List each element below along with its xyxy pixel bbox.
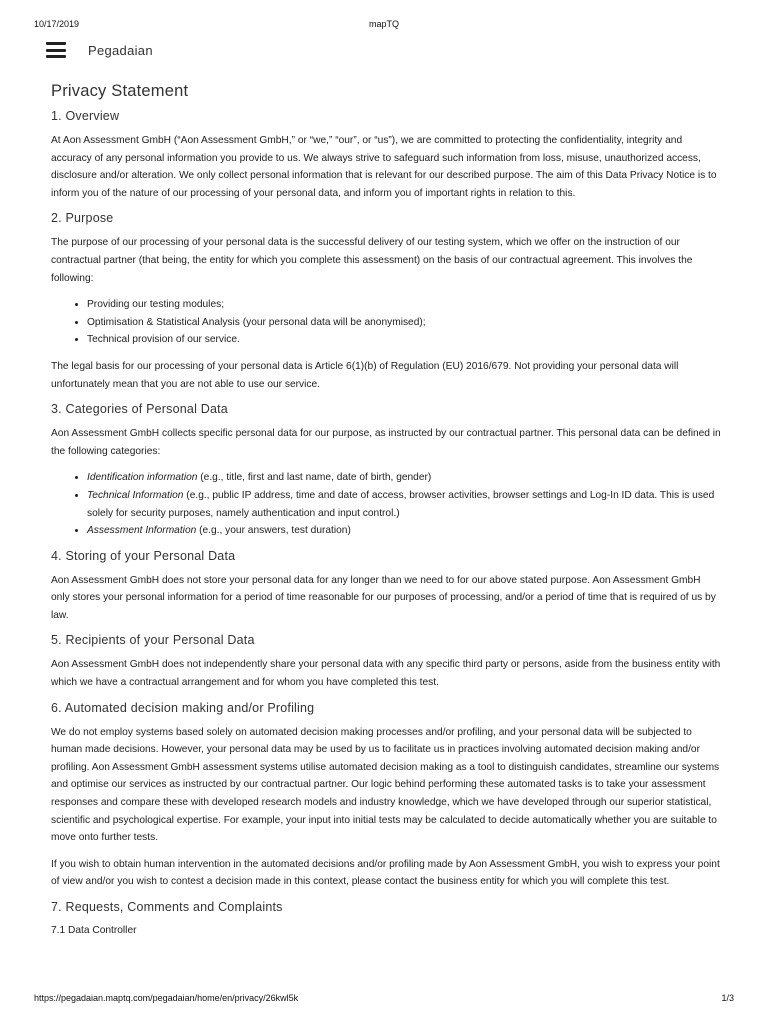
purpose-list (51, 296, 721, 349)
list-item: • Providing our testing modules; (87, 296, 721, 314)
page-title: Privacy Statement (51, 82, 189, 100)
section-heading-recipients: 5. Recipients of your Personal Data (51, 633, 255, 648)
list-item (87, 522, 721, 540)
categories-paragraph: Aon Assessment GmbH collects specific personal data for our purpose, as instructed by our contractual partner. This personal data can be defined in the following categories: (51, 428, 721, 457)
section-heading-purpose: 2. Purpose (51, 211, 114, 226)
section-heading-storing: 4. Storing of your Personal Data (51, 548, 236, 563)
overview-paragraph: At Aon Assessment GmbH (“Aon Assessment GmbH,” or “we,” “our”, or “us”), we are committed to protecting the confidentiality, integrity and accuracy of any personal information you provide to us. We always strive to safeguard such information from loss, misuse, unauthorized access, disclosure and/or alteration. We only collect personal information that is relevant for our described purpose. The aim of this Data Privacy Notice is to inform you of the nature of our processing of your personal data, and inform you of important rights in relation to this. (51, 135, 717, 199)
list-item (87, 469, 721, 487)
list-item: • Optimisation & Statistical Analysis (your personal data will be anonymised); (87, 314, 721, 332)
category-text: (e.g., public IP address, time and date of access, browser activities, browser settings and Log-In ID data. This is used solely for security purposes, namely authentication and input control.) (87, 489, 715, 519)
hamburger-menu-icon[interactable] (46, 42, 66, 58)
print-title: mapTQ (368, 19, 399, 29)
print-url: https://pegadaian.maptq.com/pegadaian/home/en/privacy/26kwl5k (34, 993, 299, 1003)
privacy-content (51, 82, 721, 939)
section-heading-overview: 1. Overview (51, 109, 120, 123)
recipients-paragraph: Aon Assessment GmbH does not independently share your personal data with any specific third party or persons, aside from the business entity with which we have a contractual arrangement and for whom you have completed this test. (51, 659, 721, 689)
print-date: 10/17/2019 (34, 19, 80, 29)
list-item: • Technical provision of our service. (87, 331, 721, 349)
category-term: Technical Information (87, 489, 184, 501)
print-page-number: 1/3 (721, 993, 734, 1003)
storing-paragraph: Aon Assessment GmbH does not store your personal data for any longer than we need to for our above stated purpose. Aon Assessment GmbH only stores your personal information for a period of time reasonable for our purposes of processing, and/or a period of time that is required of us by law. (51, 574, 716, 621)
categories-list (51, 469, 721, 539)
list-item (87, 487, 721, 522)
purpose-paragraph: The purpose of our processing of your personal data is the successful delivery of our testing system, which we offer on the instruction of our contractual partner (that being, the entity for which you complete this assessment) on the basis of our contractual agreement. This involves the following: (51, 237, 693, 284)
subsection-data-controller: 7.1 Data Controller (51, 925, 137, 936)
category-term: Assessment Information (87, 525, 197, 537)
brand-name[interactable]: Pegadaian (88, 42, 153, 58)
category-text: (e.g., your answers, test duration) (196, 525, 351, 537)
human-intervention-paragraph: If you wish to obtain human intervention in the automated decisions and/or profiling made by Aon Assessment GmbH, you wish to express your point of view and/or you wish to contest a decision made in this context, please contact the business entity for which you will complete this test. (51, 858, 720, 888)
category-term: Identification information (87, 472, 198, 484)
automated-paragraph: We do not employ systems based solely on automated decision making processes and/or profiling, and your personal data will be subjected to human made decisions. However, your personal data may be used by us to facilitate us in practices involving automated decision making and/or profiling. Aon Assessment GmbH assessment systems utilise automated decision making as a tool to distinguish candidates, streamline our systems and optimise our services as instructed by our contractual partner. Our logic behind performing these automated tasks is to take your assessment responses and compare these with developed research models and industry knowledge, which we have developed through our superior statistical, scientific and psychological expertise. For example, your input into initial tests may be calculated to decide automatically whether you are suitable to move onto further tests. (51, 726, 720, 844)
section-heading-automated: 6. Automated decision making and/or Profiling (51, 700, 315, 715)
navbar (46, 38, 153, 62)
section-heading-categories: 3. Categories of Personal Data (51, 402, 228, 417)
section-heading-requests: 7. Requests, Comments and Complaints (51, 900, 283, 914)
legal-basis-paragraph: The legal basis for our processing of your personal data is Article 6(1)(b) of Regulation (EU) 2016/679. Not providing your personal data will unfortunately mean that you are not able to use our service. (51, 360, 679, 390)
category-text: (e.g., title, first and last name, date of birth, gender) (197, 472, 432, 484)
